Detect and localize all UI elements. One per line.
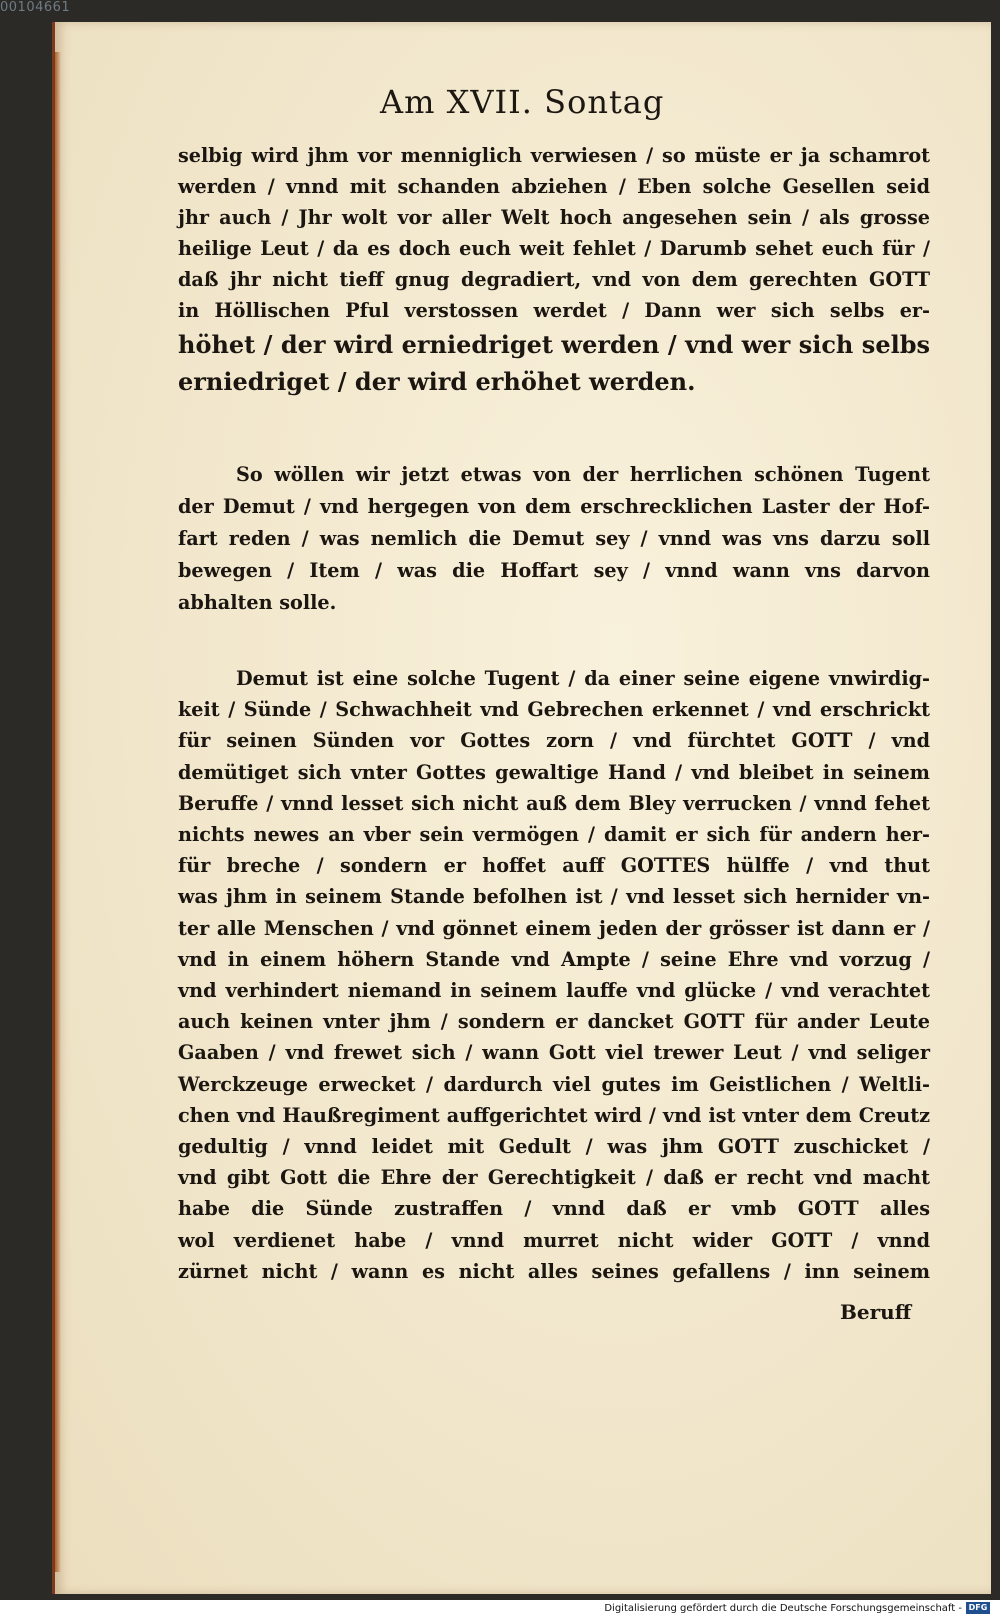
text-line: vnd gibt Gott die Ehre der Gerechtigkeit / daß er recht vnd macht xyxy=(178,1166,930,1190)
text-line: abhalten solle. xyxy=(178,591,337,614)
text-line: keit / Sünde / Schwachheit vnd Gebrechen erkennet / vnd erschrickt xyxy=(178,698,930,722)
funding-credit: Digitalisierung gefördert durch die Deutsche Forschungsgemeinschaft - xyxy=(604,1603,962,1614)
text-line-emphasis: erniedriget / der wird erhöhet werden. xyxy=(178,367,696,396)
text-line: werden / vnnd mit schanden abziehen / Eben solche Gesellen seid xyxy=(178,175,930,198)
running-title: Am XVII. Sontag xyxy=(380,83,665,121)
paragraph-1 xyxy=(178,140,930,400)
text-line: fart reden / was nemlich die Demut sey / vnnd was vns darzu soll xyxy=(178,527,930,550)
text-line: demütiget sich vnter Gottes gewaltige Hand / vnd bleibet in seinem xyxy=(178,760,930,784)
text-line: in Höllischen Pful verstossen werdet / Dann wer sich selbs er- xyxy=(178,299,930,322)
text-line-emphasis: höhet / der wird erniedriget werden / vnd wer sich selbs xyxy=(178,330,930,359)
text-line: gedultig / vnnd leidet mit Gedult / was jhm GOTT zuschicket / xyxy=(178,1135,930,1159)
text-line: bewegen / Item / was die Hoffart sey / vnnd wann vns darvon xyxy=(178,559,930,582)
text-line: Werckzeuge erwecket / dardurch viel gutes im Geistlichen / Weltli- xyxy=(178,1072,930,1096)
text-line: heilige Leut / da es doch euch weit fehlet / Darumb sehet euch für / xyxy=(178,237,930,260)
text-line: jhr auch / Jhr wolt vor aller Welt hoch angesehen sein / als grosse xyxy=(178,206,930,229)
dfg-logo: DFG xyxy=(966,1602,990,1614)
text-line: habe die Sünde zustraffen / vnnd daß er vmb GOTT alles xyxy=(178,1197,930,1221)
text-line: ter alle Menschen / vnd gönnet einem jeden der grösser ist dann er / xyxy=(178,916,930,940)
text-line: Beruffe / vnnd lesset sich nicht auß dem Bley verrucken / vnnd fehet xyxy=(178,791,930,815)
text-line: selbig wird jhm vor menniglich verwiesen / so müste er ja schamrot xyxy=(178,144,930,167)
text-line: vnd in einem höhern Stande vnd Ampte / seine Ehre vnd vorzug / xyxy=(178,947,930,971)
text-line: vnd verhindert niemand in seinem lauffe vnd glücke / vnd verachtet xyxy=(178,979,930,1003)
text-line: So wöllen wir jetzt etwas von der herrlichen schönen Tugent xyxy=(236,463,930,486)
text-line: für seinen Sünden vor Gottes zorn / vnd fürchtet GOTT / vnd xyxy=(178,729,930,753)
text-line: nichts newes an vber sein vermögen / damit er sich für andern her- xyxy=(178,823,930,847)
text-line: chen vnd Haußregiment auffgerichtet wird / vnd ist vnter dem Creutz xyxy=(178,1103,930,1127)
catchword: Beruff xyxy=(840,1300,912,1324)
scan-id-label: 00104661 xyxy=(0,0,71,15)
text-line: auch keinen vnter jhm / sondern er dancket GOTT für ander Leute xyxy=(178,1010,930,1034)
text-line: der Demut / vnd hergegen von dem erschrecklichen Laster der Hof- xyxy=(178,495,930,518)
text-line: Gaaben / vnd frewet sich / wann Gott viel trewer Leut / vnd seliger xyxy=(178,1041,930,1065)
text-line: Demut ist eine solche Tugent / da einer seine eigene vnwirdig- xyxy=(236,667,930,690)
page-gutter-shadow xyxy=(55,52,61,1572)
text-line: wol verdienet habe / vnnd murret nicht wider GOTT / vnnd xyxy=(178,1228,930,1252)
text-line: zürnet nicht / wann es nicht alles seines gefallens / inn seinem xyxy=(178,1259,930,1283)
paragraph-2 xyxy=(178,459,930,619)
text-line: was jhm in seinem Stande befolhen ist / vnd lesset sich hernider vn- xyxy=(178,885,930,909)
text-line: für breche / sondern er hoffet auff GOTTES hülffe / vnd thut xyxy=(178,854,930,878)
paragraph-3 xyxy=(178,663,930,1287)
text-line: daß jhr nicht tieff gnug degradiert, vnd von dem gerechten GOTT xyxy=(178,268,930,291)
